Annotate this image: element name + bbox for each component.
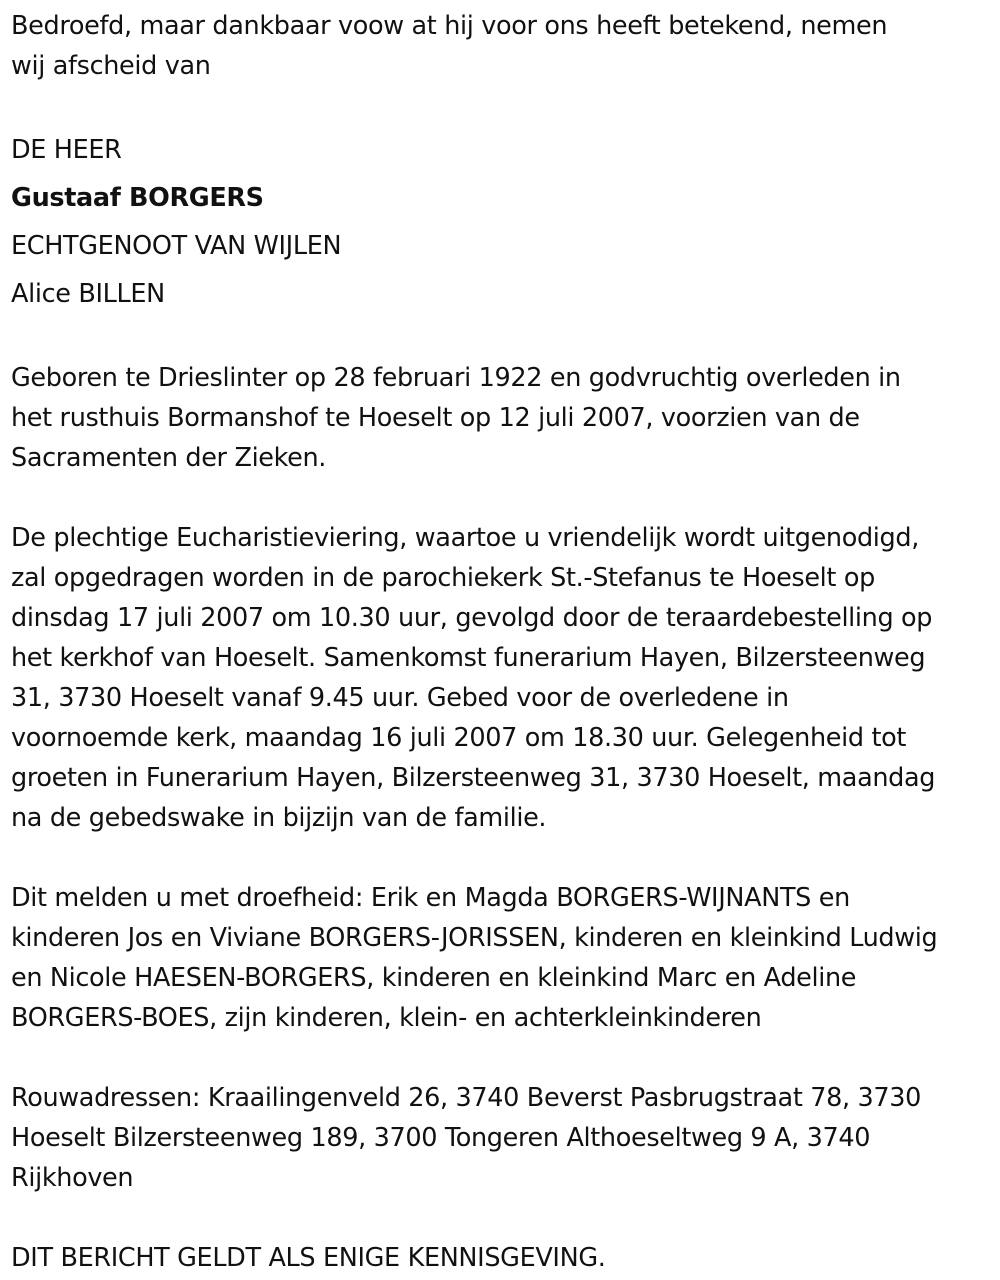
notice-line: DIT BERICHT GELDT ALS ENIGE KENNISGEVING. xyxy=(11,1243,606,1273)
ceremony-line: na de gebedswake in bijzijn van de familie. xyxy=(11,803,547,833)
birth-death-line: het rusthuis Bormanshof te Hoeselt op 12 juli 2007, voorzien van de xyxy=(11,403,860,433)
deceased-relation: ECHTGENOOT VAN WIJLEN xyxy=(11,231,342,261)
family-line: en Nicole HAESEN-BORGERS, kinderen en kleinkind Marc en Adeline xyxy=(11,963,857,993)
ceremony-line: groeten in Funerarium Hayen, Bilzersteenweg 31, 3730 Hoeselt, maandag xyxy=(11,763,936,793)
birth-death-line: Geboren te Drieslinter op 28 februari 1922 en godvruchtig overleden in xyxy=(11,363,901,393)
deceased-block xyxy=(11,126,996,318)
notice-paragraph xyxy=(11,1238,996,1278)
ceremony-paragraph xyxy=(11,518,996,838)
address-line: Rijkhoven xyxy=(11,1163,134,1193)
ceremony-line: voornoemde kerk, maandag 16 juli 2007 om 18.30 uur. Gelegenheid tot xyxy=(11,723,907,753)
intro-line: Bedroefd, maar dankbaar voow at hij voor ons heeft betekend, nemen xyxy=(11,11,888,41)
intro-paragraph xyxy=(11,6,996,86)
ceremony-line: dinsdag 17 juli 2007 om 10.30 uur, gevolgd door de teraardebestelling op xyxy=(11,603,933,633)
addresses-paragraph xyxy=(11,1078,996,1198)
address-line: Hoeselt Bilzersteenweg 189, 3700 Tongeren Althoeseltweg 9 A, 3740 xyxy=(11,1123,871,1153)
family-line: BORGERS-BOES, zijn kinderen, klein- en achterkleinkinderen xyxy=(11,1003,762,1033)
birth-death-line: Sacramenten der Zieken. xyxy=(11,443,327,473)
intro-line: wij afscheid van xyxy=(11,51,211,81)
deceased-title: DE HEER xyxy=(11,135,122,165)
spouse-name: Alice BILLEN xyxy=(11,279,165,309)
family-line: Dit melden u met droefheid: Erik en Magda BORGERS-WIJNANTS en xyxy=(11,883,850,913)
ceremony-line: De plechtige Eucharistieviering, waartoe u vriendelijk wordt uitgenodigd, xyxy=(11,523,919,553)
deceased-name: Gustaaf BORGERS xyxy=(11,183,264,213)
family-line: kinderen Jos en Viviane BORGERS-JORISSEN, kinderen en kleinkind Ludwig xyxy=(11,923,938,953)
ceremony-line: zal opgedragen worden in de parochiekerk St.-Stefanus te Hoeselt op xyxy=(11,563,875,593)
address-line: Rouwadressen: Kraailingenveld 26, 3740 Beverst Pasbrugstraat 78, 3730 xyxy=(11,1083,921,1113)
ceremony-line: het kerkhof van Hoeselt. Samenkomst funerarium Hayen, Bilzersteenweg xyxy=(11,643,926,673)
obituary-document xyxy=(11,6,996,1278)
family-paragraph xyxy=(11,878,996,1038)
birth-death-paragraph xyxy=(11,358,996,478)
ceremony-line: 31, 3730 Hoeselt vanaf 9.45 uur. Gebed voor de overledene in xyxy=(11,683,789,713)
